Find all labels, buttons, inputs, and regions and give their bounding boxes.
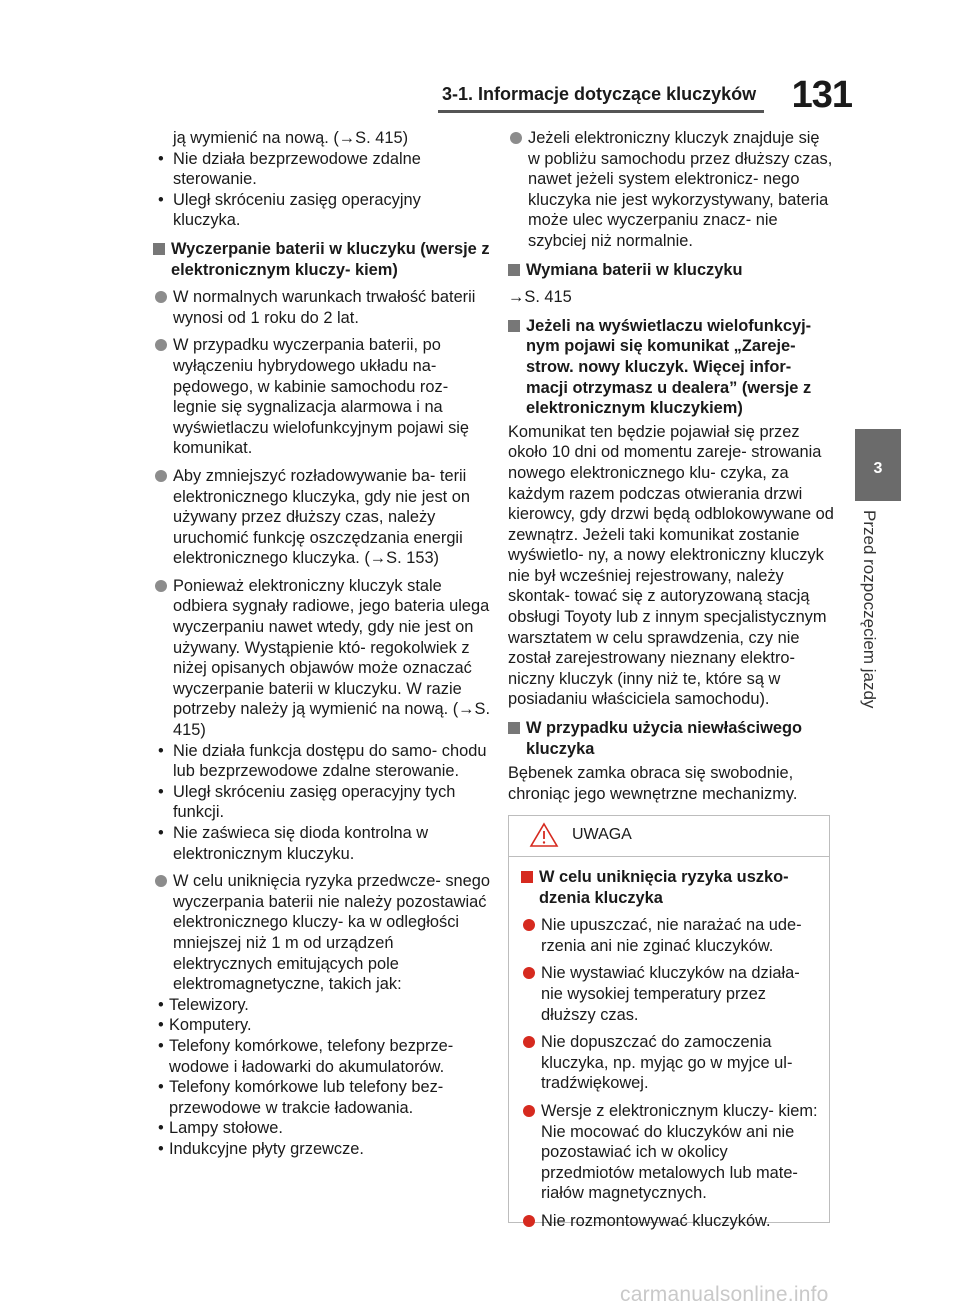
warning-heading: [521, 867, 819, 908]
dot-bullet-icon: [523, 1215, 535, 1227]
square-bullet-icon: [508, 320, 520, 332]
dot-bullet-icon: [155, 291, 167, 303]
chapter-tab[interactable]: [855, 429, 901, 501]
heading-text: Jeżeli na wyświetlaczu wielofunkcyj- nym pojawi się komunikat „Zareje- strow. nowy kluczyk. Więcej infor- macji otrzymasz u dealera” (wersje z elektronicznym kluczykiem): [526, 316, 812, 418]
section-heading: [508, 316, 834, 419]
warning-item: [521, 915, 819, 956]
note-text: Ponieważ elektroniczny kluczyk stale odbiera sygnały radiowe, jego bateria ulega wyczerpaniu nawet wtedy, gdy nie jest on używany. Wystąpienie któ- regokolwiek z niżej opisanych objawów może oznaczać wyczerpanie baterii w kluczyku. W razie potrzeby należy ją wymienić na nową. (→S. 415): [173, 576, 491, 740]
dot-bullet-icon: [523, 1105, 535, 1117]
list-item: • Uległ skróceniu zasięg operacyjny tych funkcji.: [153, 782, 491, 823]
warning-label: UWAGA: [572, 826, 632, 843]
section-heading: [508, 260, 834, 281]
heading-text: W celu uniknięcia ryzyka uszko- dzenia kluczyka: [539, 868, 789, 907]
dot-bullet-icon: [155, 339, 167, 351]
square-bullet-icon: [508, 264, 520, 276]
note-item: [153, 576, 491, 741]
body-paragraph: Bębenek zamka obraca się swobodnie, chroniąc jego wewnętrzne mechanizmy.: [508, 764, 798, 803]
right-column: [508, 128, 834, 804]
note-item: [508, 128, 834, 252]
list-item: • Nie zaświeca się dioda kontrolna w elektronicznym kluczyku.: [153, 823, 491, 864]
chapter-number: 3: [873, 460, 883, 477]
list-item: • Nie działa funkcja dostępu do samo- chodu lub bezprzewodowe zdalne sterowanie.: [153, 741, 491, 782]
list-item: • Telefony komórkowe lub telefony bez- przewodowe w trakcie ładowania.: [153, 1077, 491, 1118]
list-item: • Telefony komórkowe, telefony bezprze- wodowe i ładowarki do akumulatorów.: [153, 1036, 491, 1077]
note-item: [153, 871, 491, 995]
list-item: • Nie działa bezprzewodowe zdalne sterowanie.: [153, 149, 491, 190]
body-paragraph: Komunikat ten będzie pojawiał się przez około 10 dni od momentu zareje- strowania nowego elektronicznego klu- czyka, za każdym razem podczas otwierania drzwi kierowcy, gdy drzwi będą odblokowywane od zewnątrz. Jeżeli taki komunikat zostanie wyświetlo- ny, a nowy elektroniczny kluczyk nie był wcześniej rejestrowany, należy skontak- tować się z autoryzowaną stacją obsługi Toyoty lub z innym specjalistycznym warsztatem w celu sprawdzenia, czy nie został zarejestrowany nieznany elektro- niczny kluczyk (inny niż te, które są w posiadaniu właściciela samochodu).: [508, 422, 834, 709]
warning-text: Nie wystawiać kluczyków na działa- nie wysokiej temperatury przez dłuższy czas.: [541, 964, 800, 1024]
heading-text: W przypadku użycia niewłaściwego kluczyka: [526, 719, 802, 758]
warning-text: Nie upuszczać, nie narażać na ude- rzenia ani nie zginać kluczyków.: [541, 916, 802, 955]
note-text: W przypadku wyczerpania baterii, po wyłączeniu hybrydowego układu na- pędowego, w kabinie samochodu roz- legnie się sygnalizacja alarmowa i na wyświetlaczu wielofunkcyjnym pojawi się komunikat.: [173, 336, 470, 458]
heading-text: Wymiana baterii w kluczyku: [526, 260, 743, 279]
continued-text: ją wymienić na nową. (→S. 415): [173, 129, 409, 147]
header-rule: [438, 110, 764, 113]
note-text: W celu uniknięcia ryzyka przedwcze- snego wyczerpania baterii nie należy pozostawiać elektronicznego kluczy- ka w odległości mniejszej niż 1 m od urządzeń elektrycznych emitujących pole elektromagnetyczne, takich jak:: [173, 872, 491, 994]
section-heading: [153, 239, 491, 280]
list-item: • Indukcyjne płyty grzewcze.: [153, 1139, 491, 1160]
section-title: 3-1. Informacje dotyczące kluczyków: [442, 84, 757, 104]
dot-bullet-icon: [155, 580, 167, 592]
heading-text: Wyczerpanie baterii w kluczyku (wersje z elektronicznym kluczy- kiem): [171, 239, 490, 279]
note-text: W normalnych warunkach trwałość baterii wynosi od 1 roku do 2 lat.: [173, 288, 476, 327]
section-heading: [508, 718, 834, 759]
list-item: • Komputery.: [153, 1015, 491, 1036]
dot-bullet-icon: [510, 132, 522, 144]
warning-body: [509, 857, 829, 1232]
list-item: • Uległ skróceniu zasięg operacyjny kluczyka.: [153, 190, 491, 231]
dot-bullet-icon: [523, 967, 535, 979]
list-item: • Telewizory.: [153, 995, 491, 1016]
page-header: [412, 74, 852, 120]
watermark: carmanualsonline.info: [620, 1283, 829, 1306]
note-item: [153, 466, 491, 569]
note-text: Jeżeli elektroniczny kluczyk znajduje się w pobliżu samochodu przez dłuższy czas, nawet jeżeli system elektronicz- nego kluczyka nie jest wykorzystywany, bateria może ulec wyczerpaniu znacz- nie szybciej niż normalnie.: [528, 129, 833, 250]
dot-bullet-icon: [523, 919, 535, 931]
warning-item: [521, 1101, 819, 1204]
warning-text: Nie rozmontowywać kluczyków.: [541, 1211, 771, 1230]
left-column: [153, 128, 491, 1160]
page-number: 131: [791, 74, 852, 116]
note-item: [153, 287, 491, 328]
chapter-title: Przed rozpoczęciem jazdy: [860, 510, 879, 709]
list-item: • Lampy stołowe.: [153, 1118, 491, 1139]
page-reference[interactable]: →S. 415: [508, 288, 572, 307]
warning-text: Wersje z elektronicznym kluczy- kiem: Nie mocować do kluczyków ani nie pozostawiać ich w okolicy przedmiotów metalowych lub mate- riałów magnetycznych.: [541, 1101, 818, 1203]
square-bullet-icon: [508, 722, 520, 734]
warning-item: [521, 1211, 819, 1232]
square-bullet-icon: [153, 243, 165, 255]
warning-item: [521, 963, 819, 1025]
dot-bullet-icon: [155, 470, 167, 482]
dot-bullet-icon: [155, 875, 167, 887]
note-item: [153, 335, 491, 459]
warning-box: [508, 815, 830, 1230]
warning-item: [521, 1032, 819, 1094]
note-text: Aby zmniejszyć rozładowywanie ba- terii elektronicznego kluczyka, gdy nie jest on używany przez dłuższy czas, należy uruchomić funkcję oszczędzania energii elektronicznego kluczyka. (→S. 153): [173, 466, 471, 568]
warning-triangle-icon: [529, 822, 559, 853]
warning-text: Nie dopuszczać do zamoczenia kluczyka, np. myjąc go w myjce ul- tradźwiękowej.: [541, 1033, 793, 1093]
dot-bullet-icon: [523, 1036, 535, 1048]
square-bullet-icon: [521, 871, 533, 883]
warning-header: [509, 816, 829, 857]
